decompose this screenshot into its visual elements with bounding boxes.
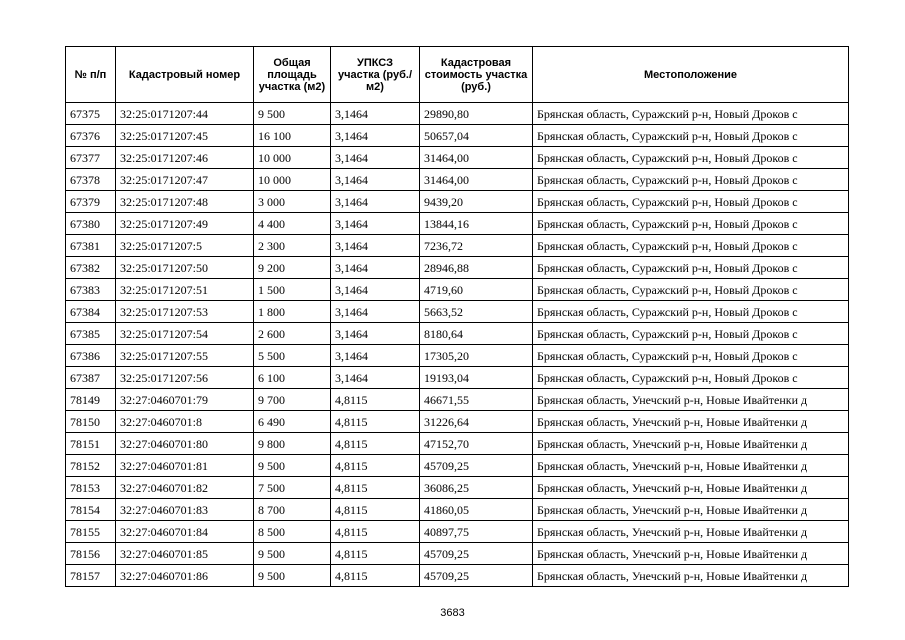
cell-upksz: 3,1464 — [331, 191, 420, 213]
cell-cadastral-value: 41860,05 — [420, 499, 533, 521]
cell-upksz: 3,1464 — [331, 279, 420, 301]
cell-number: 78155 — [66, 521, 116, 543]
cell-cadastral-value: 13844,16 — [420, 213, 533, 235]
header-location: Местоположение — [533, 47, 849, 103]
cell-cadastral-number: 32:27:0460701:81 — [116, 455, 254, 477]
cell-cadastral-number: 32:27:0460701:84 — [116, 521, 254, 543]
header-cadastral-number: Кадастровый номер — [116, 47, 254, 103]
cell-upksz: 4,8115 — [331, 565, 420, 587]
cell-cadastral-value: 31226,64 — [420, 411, 533, 433]
cell-area: 10 000 — [254, 147, 331, 169]
cell-location: Брянская область, Унечский р-н, Новые Ивайтенки д — [533, 543, 849, 565]
cell-number: 67380 — [66, 213, 116, 235]
cell-cadastral-value: 45709,25 — [420, 565, 533, 587]
cell-location: Брянская область, Суражский р-н, Новый Дроков с — [533, 125, 849, 147]
cell-area: 5 500 — [254, 345, 331, 367]
table-row — [66, 169, 849, 191]
header-number: № п/п — [66, 47, 116, 103]
cell-location: Брянская область, Суражский р-н, Новый Дроков с — [533, 301, 849, 323]
cell-number: 67384 — [66, 301, 116, 323]
cell-cadastral-value: 45709,25 — [420, 455, 533, 477]
cell-cadastral-number: 32:27:0460701:8 — [116, 411, 254, 433]
table-row — [66, 235, 849, 257]
table-row — [66, 455, 849, 477]
cell-upksz: 4,8115 — [331, 499, 420, 521]
cell-upksz: 3,1464 — [331, 125, 420, 147]
table-row — [66, 147, 849, 169]
cell-upksz: 3,1464 — [331, 147, 420, 169]
cell-area: 9 200 — [254, 257, 331, 279]
cell-upksz: 4,8115 — [331, 521, 420, 543]
cell-cadastral-number: 32:25:0171207:56 — [116, 367, 254, 389]
cell-area: 1 800 — [254, 301, 331, 323]
cell-location: Брянская область, Суражский р-н, Новый Дроков с — [533, 323, 849, 345]
cell-location: Брянская область, Унечский р-н, Новые Ивайтенки д — [533, 411, 849, 433]
table-row — [66, 499, 849, 521]
cell-cadastral-number: 32:27:0460701:80 — [116, 433, 254, 455]
header-upksz: УПКСЗ участка (руб./м2) — [331, 47, 420, 103]
cell-upksz: 4,8115 — [331, 477, 420, 499]
cell-area: 9 500 — [254, 565, 331, 587]
cell-location: Брянская область, Суражский р-н, Новый Дроков с — [533, 367, 849, 389]
cell-cadastral-number: 32:27:0460701:86 — [116, 565, 254, 587]
cell-area: 6 100 — [254, 367, 331, 389]
cell-upksz: 3,1464 — [331, 235, 420, 257]
table-row — [66, 565, 849, 587]
table-row — [66, 433, 849, 455]
cell-number: 78157 — [66, 565, 116, 587]
cell-upksz: 4,8115 — [331, 455, 420, 477]
cell-area: 2 300 — [254, 235, 331, 257]
cell-upksz: 4,8115 — [331, 411, 420, 433]
table-row — [66, 411, 849, 433]
cell-cadastral-value: 17305,20 — [420, 345, 533, 367]
cell-area: 2 600 — [254, 323, 331, 345]
cell-cadastral-number: 32:25:0171207:47 — [116, 169, 254, 191]
table-row — [66, 301, 849, 323]
cell-area: 3 000 — [254, 191, 331, 213]
cell-cadastral-value: 31464,00 — [420, 147, 533, 169]
cell-cadastral-value: 40897,75 — [420, 521, 533, 543]
cell-cadastral-number: 32:27:0460701:83 — [116, 499, 254, 521]
cell-area: 9 800 — [254, 433, 331, 455]
cell-cadastral-value: 19193,04 — [420, 367, 533, 389]
cell-number: 78151 — [66, 433, 116, 455]
cell-location: Брянская область, Унечский р-н, Новые Ивайтенки д — [533, 389, 849, 411]
cell-cadastral-value: 8180,64 — [420, 323, 533, 345]
cell-upksz: 3,1464 — [331, 103, 420, 125]
cell-cadastral-value: 50657,04 — [420, 125, 533, 147]
cell-cadastral-number: 32:25:0171207:48 — [116, 191, 254, 213]
cell-location: Брянская область, Унечский р-н, Новые Ивайтенки д — [533, 433, 849, 455]
table-row — [66, 367, 849, 389]
page-number: 3683 — [440, 607, 465, 619]
cell-number: 78150 — [66, 411, 116, 433]
cell-location: Брянская область, Суражский р-н, Новый Дроков с — [533, 213, 849, 235]
table-row — [66, 103, 849, 125]
cell-location: Брянская область, Суражский р-н, Новый Дроков с — [533, 147, 849, 169]
table-body — [66, 103, 849, 587]
cell-number: 67386 — [66, 345, 116, 367]
table-row — [66, 213, 849, 235]
cell-location: Брянская область, Суражский р-н, Новый Дроков с — [533, 279, 849, 301]
cell-number: 67383 — [66, 279, 116, 301]
cell-cadastral-number: 32:25:0171207:53 — [116, 301, 254, 323]
cell-area: 4 400 — [254, 213, 331, 235]
cell-location: Брянская область, Суражский р-н, Новый Дроков с — [533, 345, 849, 367]
cell-number: 78156 — [66, 543, 116, 565]
table-row — [66, 543, 849, 565]
cell-number: 67387 — [66, 367, 116, 389]
cell-location: Брянская область, Суражский р-н, Новый Дроков с — [533, 103, 849, 125]
cell-upksz: 3,1464 — [331, 345, 420, 367]
cell-cadastral-number: 32:25:0171207:5 — [116, 235, 254, 257]
header-area: Общая площадь участка (м2) — [254, 47, 331, 103]
table-row — [66, 125, 849, 147]
table-row — [66, 521, 849, 543]
cell-number: 67378 — [66, 169, 116, 191]
cell-cadastral-value: 28946,88 — [420, 257, 533, 279]
header-cadastral-value: Кадастровая стоимость участка (руб.) — [420, 47, 533, 103]
table-row — [66, 477, 849, 499]
cell-area: 1 500 — [254, 279, 331, 301]
cell-cadastral-value: 29890,80 — [420, 103, 533, 125]
cell-location: Брянская область, Унечский р-н, Новые Ивайтенки д — [533, 521, 849, 543]
cell-cadastral-number: 32:25:0171207:45 — [116, 125, 254, 147]
cell-location: Брянская область, Унечский р-н, Новые Ивайтенки д — [533, 565, 849, 587]
cell-number: 67385 — [66, 323, 116, 345]
cell-cadastral-number: 32:25:0171207:44 — [116, 103, 254, 125]
cell-cadastral-value: 47152,70 — [420, 433, 533, 455]
cadastral-table — [65, 46, 849, 587]
cell-area: 9 700 — [254, 389, 331, 411]
cell-number: 67377 — [66, 147, 116, 169]
cell-cadastral-number: 32:25:0171207:46 — [116, 147, 254, 169]
cell-area: 8 700 — [254, 499, 331, 521]
cell-area: 8 500 — [254, 521, 331, 543]
cell-cadastral-number: 32:27:0460701:79 — [116, 389, 254, 411]
cell-area: 16 100 — [254, 125, 331, 147]
cell-location: Брянская область, Суражский р-н, Новый Дроков с — [533, 257, 849, 279]
cell-cadastral-value: 5663,52 — [420, 301, 533, 323]
cell-number: 78153 — [66, 477, 116, 499]
cell-upksz: 4,8115 — [331, 389, 420, 411]
cell-cadastral-number: 32:27:0460701:82 — [116, 477, 254, 499]
cell-area: 9 500 — [254, 455, 331, 477]
cell-cadastral-value: 36086,25 — [420, 477, 533, 499]
cell-area: 9 500 — [254, 543, 331, 565]
cell-area: 6 490 — [254, 411, 331, 433]
cell-number: 67379 — [66, 191, 116, 213]
cell-number: 67376 — [66, 125, 116, 147]
table-row — [66, 345, 849, 367]
cell-number: 78154 — [66, 499, 116, 521]
header-row — [66, 47, 849, 103]
cell-cadastral-value: 45709,25 — [420, 543, 533, 565]
cell-area: 7 500 — [254, 477, 331, 499]
cell-cadastral-number: 32:25:0171207:55 — [116, 345, 254, 367]
cell-cadastral-number: 32:25:0171207:50 — [116, 257, 254, 279]
cell-location: Брянская область, Унечский р-н, Новые Ивайтенки д — [533, 477, 849, 499]
cell-cadastral-value: 9439,20 — [420, 191, 533, 213]
cell-number: 67375 — [66, 103, 116, 125]
cell-location: Брянская область, Унечский р-н, Новые Ивайтенки д — [533, 499, 849, 521]
cell-cadastral-number: 32:27:0460701:85 — [116, 543, 254, 565]
cell-area: 9 500 — [254, 103, 331, 125]
cell-number: 78152 — [66, 455, 116, 477]
cell-cadastral-value: 7236,72 — [420, 235, 533, 257]
cell-upksz: 3,1464 — [331, 301, 420, 323]
cell-number: 67381 — [66, 235, 116, 257]
cell-cadastral-value: 4719,60 — [420, 279, 533, 301]
cell-upksz: 3,1464 — [331, 323, 420, 345]
table-row — [66, 257, 849, 279]
cell-cadastral-value: 46671,55 — [420, 389, 533, 411]
cell-number: 78149 — [66, 389, 116, 411]
cell-upksz: 3,1464 — [331, 169, 420, 191]
cell-upksz: 3,1464 — [331, 257, 420, 279]
table-row — [66, 279, 849, 301]
table-row — [66, 389, 849, 411]
cell-cadastral-number: 32:25:0171207:51 — [116, 279, 254, 301]
cell-cadastral-value: 31464,00 — [420, 169, 533, 191]
cell-number: 67382 — [66, 257, 116, 279]
cell-upksz: 3,1464 — [331, 213, 420, 235]
cell-upksz: 3,1464 — [331, 367, 420, 389]
table-row — [66, 323, 849, 345]
cell-location: Брянская область, Суражский р-н, Новый Дроков с — [533, 235, 849, 257]
cell-cadastral-number: 32:25:0171207:49 — [116, 213, 254, 235]
cell-upksz: 4,8115 — [331, 433, 420, 455]
table-row — [66, 191, 849, 213]
cell-location: Брянская область, Унечский р-н, Новые Ивайтенки д — [533, 455, 849, 477]
cell-location: Брянская область, Суражский р-н, Новый Дроков с — [533, 169, 849, 191]
cell-area: 10 000 — [254, 169, 331, 191]
cell-location: Брянская область, Суражский р-н, Новый Дроков с — [533, 191, 849, 213]
cell-upksz: 4,8115 — [331, 543, 420, 565]
cell-cadastral-number: 32:25:0171207:54 — [116, 323, 254, 345]
